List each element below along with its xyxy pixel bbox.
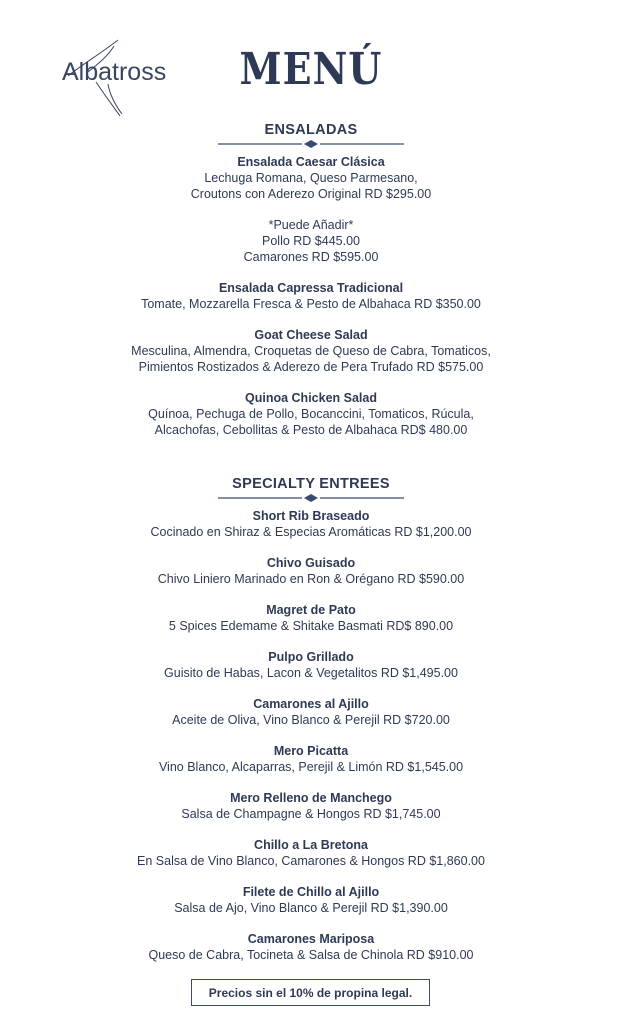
- menu-item: [0, 696, 622, 728]
- menu-item-name: Filete de Chillo al Ajillo: [242, 885, 380, 899]
- menu-item-name: Chillo a La Bretona: [254, 838, 368, 852]
- menu-item: [0, 790, 622, 822]
- menu-item-description: 5 Spices Edemame & Shitake Basmati RD$ 890.00: [168, 619, 454, 633]
- menu-item-description: Guisito de Habas, Lacon & Vegetalitos RD $1,495.00: [164, 666, 458, 680]
- menu-item: [0, 743, 622, 775]
- menu-item-description: Croutons con Aderezo Original RD $295.00: [190, 187, 432, 201]
- menu-item-description: Quínoa, Pechuga de Pollo, Bocanccini, Tomaticos, Rúcula,: [148, 407, 474, 421]
- menu-item: [0, 555, 622, 587]
- menu-item-description: Mesculina, Almendra, Croquetas de Queso de Cabra, Tomaticos,: [131, 344, 491, 358]
- menu-item: [0, 649, 622, 681]
- menu-section: [0, 120, 622, 438]
- menu-item: [0, 217, 622, 265]
- menu-item-name: Chivo Guisado: [266, 556, 356, 570]
- section-title: SPECIALTY ENTREES: [232, 476, 390, 492]
- menu-item: [0, 837, 622, 869]
- menu-item-name: Mero Relleno de Manchego: [230, 791, 392, 805]
- menu-item-description: Cocinado en Shiraz & Especias Aromáticas RD $1,200.00: [150, 525, 472, 539]
- menu-item-description: Alcachofas, Cebollitas & Pesto de Albahaca RD$ 480.00: [154, 423, 468, 437]
- menu-item: [0, 602, 622, 634]
- menu-item-name: Ensalada Capressa Tradicional: [218, 281, 404, 295]
- menu-item-description: Chivo Liniero Marinado en Ron & Orégano RD $590.00: [157, 572, 465, 586]
- menu-item-name: Ensalada Caesar Clásica: [237, 155, 385, 169]
- menu-item-name: Goat Cheese Salad: [254, 328, 368, 342]
- menu-item-description: Pollo RD $445.00: [262, 234, 360, 248]
- ornament-divider: [218, 140, 404, 148]
- menu-item: [0, 508, 622, 540]
- section-title: ENSALADAS: [264, 122, 358, 138]
- menu-item-name: Camarones al Ajillo: [253, 697, 369, 711]
- menu-item-description: *Puede Añadir*: [268, 218, 354, 232]
- menu-item-description: Salsa de Champagne & Hongos RD $1,745.00: [181, 807, 441, 821]
- menu-item-description: Tomate, Mozzarella Fresca & Pesto de Albahaca RD $350.00: [141, 297, 481, 311]
- menu-content: [0, 120, 622, 963]
- menu-item-description: En Salsa de Vino Blanco, Camarones & Hongos RD $1,860.00: [137, 854, 485, 868]
- menu-section: [0, 474, 622, 963]
- menu-item-name: Mero Picatta: [273, 744, 349, 758]
- menu-item-description: Aceite de Oliva, Vino Blanco & Perejil RD $720.00: [172, 713, 450, 727]
- menu-item-description: Salsa de Ajo, Vino Blanco & Perejil RD $1,390.00: [174, 901, 448, 915]
- menu-item: [0, 931, 622, 963]
- section-header: [0, 474, 622, 502]
- menu-item: [0, 327, 622, 375]
- menu-item: [0, 884, 622, 916]
- menu-item-description: Lechuga Romana, Queso Parmesano,: [204, 171, 418, 185]
- menu-title: MENÚ: [239, 42, 383, 95]
- menu-item-description: Queso de Cabra, Tocineta & Salsa de Chinola RD $910.00: [148, 948, 474, 962]
- menu-item: [0, 154, 622, 202]
- menu-item-name: Quinoa Chicken Salad: [245, 391, 377, 405]
- menu-item-description: Camarones RD $595.00: [243, 250, 379, 264]
- section-header: [0, 120, 622, 148]
- menu-item-name: Short Rib Braseado: [252, 509, 370, 523]
- menu-item-name: Camarones Mariposa: [247, 932, 375, 946]
- service-charge-note: [191, 979, 430, 1006]
- menu-item-description: Vino Blanco, Alcaparras, Perejil & Limón RD $1,545.00: [158, 760, 464, 774]
- ornament-divider: [218, 494, 404, 502]
- menu-item-name: Pulpo Grillado: [268, 650, 354, 664]
- menu-item-description: Pimientos Rostizados & Aderezo de Pera Trufado RD $575.00: [138, 360, 484, 374]
- brand-name: Albatross: [62, 58, 167, 86]
- menu-item: [0, 280, 622, 312]
- service-charge-text: Precios sin el 10% de propina legal.: [208, 985, 413, 1000]
- menu-item-name: Magret de Pato: [266, 603, 356, 617]
- menu-item: [0, 390, 622, 438]
